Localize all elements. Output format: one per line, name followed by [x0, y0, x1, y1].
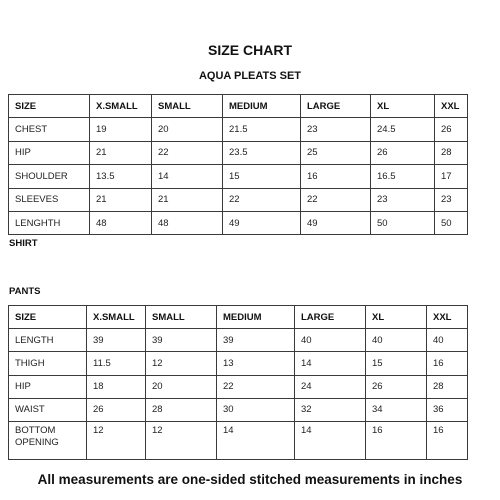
column-header: XXL — [427, 306, 468, 329]
table-cell: 28 — [146, 398, 217, 421]
table-cell: 36 — [427, 398, 468, 421]
table-cell: 48 — [152, 211, 223, 234]
table-cell: 15 — [366, 352, 427, 375]
table-cell: 30 — [217, 398, 295, 421]
table-cell: 23.5 — [223, 141, 301, 164]
table-cell: 21 — [152, 188, 223, 211]
table-cell: 26 — [371, 141, 435, 164]
column-header: MEDIUM — [223, 95, 301, 118]
row-label: BOTTOM OPENING — [9, 421, 87, 459]
row-label: THIGH — [9, 352, 87, 375]
column-header: X.SMALL — [87, 306, 146, 329]
shirt-size-table — [8, 94, 468, 235]
row-label: LENGHTH — [9, 211, 90, 234]
table-cell: 11.5 — [87, 352, 146, 375]
table-header-row — [9, 95, 468, 118]
table-cell: 49 — [301, 211, 371, 234]
table-row — [9, 375, 468, 398]
table-cell: 20 — [152, 118, 223, 141]
table-cell: 26 — [435, 118, 468, 141]
table-cell: 12 — [87, 421, 146, 459]
shirt-section-label: SHIRT — [9, 238, 38, 249]
table-cell: 12 — [146, 421, 217, 459]
table-cell: 48 — [90, 211, 152, 234]
table-cell: 16 — [366, 421, 427, 459]
page-title: SIZE CHART — [208, 42, 292, 58]
table-cell: 26 — [366, 375, 427, 398]
table-cell: 23 — [435, 188, 468, 211]
table-row — [9, 421, 468, 459]
table-cell: 32 — [295, 398, 366, 421]
table-cell: 21 — [90, 141, 152, 164]
table-cell: 24 — [295, 375, 366, 398]
table-cell: 23 — [301, 118, 371, 141]
pants-size-table — [8, 305, 468, 460]
table-cell: 12 — [146, 352, 217, 375]
table-row — [9, 165, 468, 188]
table-cell: 22 — [152, 141, 223, 164]
table-cell: 16 — [427, 421, 468, 459]
table-cell: 39 — [146, 329, 217, 352]
table-cell: 50 — [371, 211, 435, 234]
measurement-note: All measurements are one-sided stitched measurements in inches — [37, 472, 463, 487]
table-cell: 34 — [366, 398, 427, 421]
table-cell: 16.5 — [371, 165, 435, 188]
table-cell: 50 — [435, 211, 468, 234]
table-row — [9, 188, 468, 211]
table-cell: 39 — [217, 329, 295, 352]
table-cell: 22 — [223, 188, 301, 211]
table-row — [9, 118, 468, 141]
table-cell: 13 — [217, 352, 295, 375]
column-header: XXL — [435, 95, 468, 118]
row-label: SHOULDER — [9, 165, 90, 188]
column-header: LARGE — [301, 95, 371, 118]
table-cell: 20 — [146, 375, 217, 398]
table-row — [9, 211, 468, 234]
row-label: WAIST — [9, 398, 87, 421]
table-cell: 14 — [152, 165, 223, 188]
row-label: HIP — [9, 141, 90, 164]
table-cell: 21.5 — [223, 118, 301, 141]
table-cell: 19 — [90, 118, 152, 141]
table-cell: 49 — [223, 211, 301, 234]
table-cell: 23 — [371, 188, 435, 211]
column-header: X.SMALL — [90, 95, 152, 118]
row-label: CHEST — [9, 118, 90, 141]
table-cell: 39 — [87, 329, 146, 352]
column-header: SMALL — [146, 306, 217, 329]
table-row — [9, 398, 468, 421]
table-cell: 26 — [87, 398, 146, 421]
table-cell: 13.5 — [90, 165, 152, 188]
column-header: LARGE — [295, 306, 366, 329]
table-cell: 40 — [295, 329, 366, 352]
table-cell: 17 — [435, 165, 468, 188]
table-cell: 40 — [366, 329, 427, 352]
table-row — [9, 141, 468, 164]
table-row — [9, 329, 468, 352]
table-cell: 14 — [295, 352, 366, 375]
table-cell: 14 — [217, 421, 295, 459]
pants-section-label: PANTS — [9, 286, 41, 297]
table-cell: 28 — [435, 141, 468, 164]
row-label: LENGTH — [9, 329, 87, 352]
table-cell: 15 — [223, 165, 301, 188]
table-cell: 16 — [427, 352, 468, 375]
column-header: SMALL — [152, 95, 223, 118]
table-cell: 22 — [217, 375, 295, 398]
row-label: HIP — [9, 375, 87, 398]
table-cell: 40 — [427, 329, 468, 352]
table-row — [9, 352, 468, 375]
table-cell: 24.5 — [371, 118, 435, 141]
table-cell: 14 — [295, 421, 366, 459]
column-header: SIZE — [9, 306, 87, 329]
table-cell: 16 — [301, 165, 371, 188]
page-subtitle: AQUA PLEATS SET — [198, 70, 302, 82]
column-header: MEDIUM — [217, 306, 295, 329]
table-cell: 25 — [301, 141, 371, 164]
table-cell: 28 — [427, 375, 468, 398]
table-header-row — [9, 306, 468, 329]
column-header: XL — [366, 306, 427, 329]
column-header: SIZE — [9, 95, 90, 118]
row-label: SLEEVES — [9, 188, 90, 211]
column-header: XL — [371, 95, 435, 118]
table-cell: 18 — [87, 375, 146, 398]
table-cell: 21 — [90, 188, 152, 211]
table-cell: 22 — [301, 188, 371, 211]
